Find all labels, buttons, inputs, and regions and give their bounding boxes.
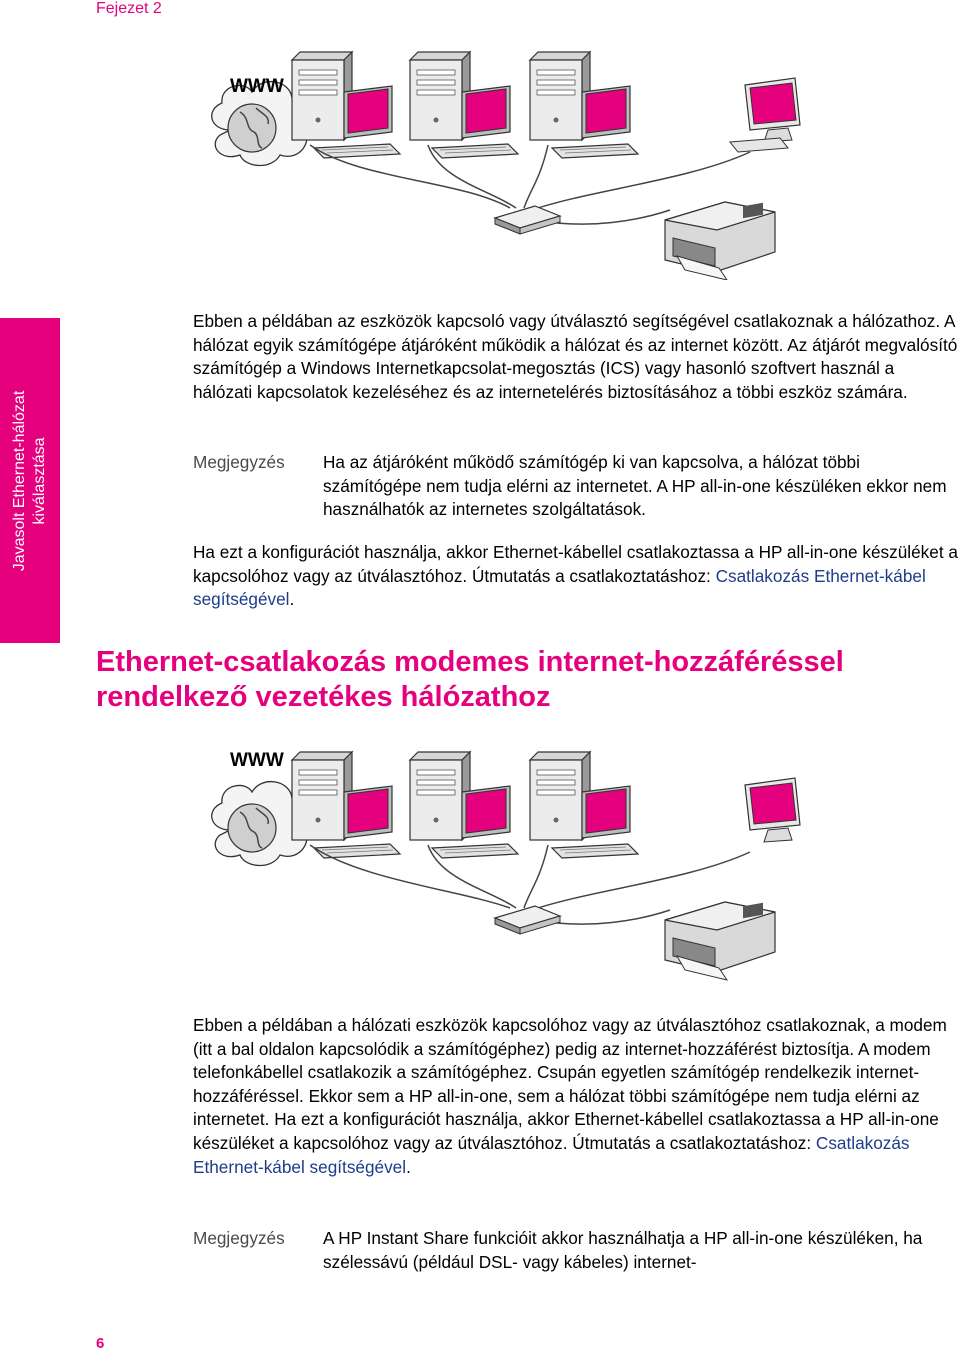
paragraph-text: Ha ezt a konfigurációt használja, akkor Ethernet-kábellel csatlakoztassa a HP all-in-one készüléket a kapcsolóhoz vagy az útválasztóhoz. Útmutatás a csatlakoztatáshoz: (193, 542, 958, 586)
ethernet-cable-link[interactable]: Csatlakozás Ethernet-kábel segítségével (193, 1132, 910, 1177)
computer-icon (530, 752, 638, 858)
computer-icon (292, 52, 400, 158)
page-number: 6 (96, 1335, 105, 1352)
switch-icon (495, 206, 560, 234)
computer-icon (292, 752, 400, 858)
imac-icon (730, 78, 800, 152)
section2-heading: Ethernet-csatlakozás modemes internet-hozzáféréssel rendelkező vezetékes hálózathoz (96, 646, 844, 713)
www-label: WWW (230, 750, 284, 771)
side-tab-line1: Javasolt Ethernet-hálózat (11, 390, 28, 571)
imac-icon (745, 778, 800, 842)
chapter-header: Fejezet 2 (96, 0, 162, 17)
note-label: Megjegyzés (193, 1228, 285, 1248)
paragraph-text: Ebben a példában a hálózati eszközök kapcsolóhoz vagy az útválasztóhoz csatlakoznak, a modem (itt a bal oldalon kapcsolódik a számítógéphez) pedig az internet-hozzáférést biztosítja. A modem telefonkábellel csatlakozik a számítógéphez. Csupán egyetlen számítógép rendelkezik internet-hozzáféréssel. Ekkor sem a HP all-in-one, sem a hálózat többi számítógépe nem tudja elérni az internetet. Ha ezt a konfigurációt használja, akkor Ethernet-kábellel csatlakoztassa a HP all-in-one készüléket a kapcsolóhoz vagy az útválasztóhoz. Útmutatás a csatlakoztatáshoz: (193, 1015, 947, 1153)
paragraph-end: . (289, 589, 295, 610)
ethernet-cable-link[interactable]: Csatlakozás Ethernet-kábel segítségével (193, 565, 926, 610)
switch-icon (495, 906, 560, 934)
note-text: Ha az átjáróként működő számítógép ki van kapcsolva, a hálózat többi számítógépe nem tudja elérni az internetet. A HP all-in-one készüléken ekkor nem használhatók az internetes szolgáltatások. (323, 452, 947, 520)
printer-icon (665, 902, 775, 980)
side-tab-text (10, 390, 50, 571)
section1-paragraph: Ebben a példában az eszközök kapcsoló vagy útválasztó segítségével csatlakoznak a hálózathoz. A hálózat egyik számítógépe átjáróként működik a hálózat és az internet között. Az átjárót megvalósító számítógép a Windows Internetkapcsolat-megosztás (ICS) vagy hasonló szoftvert használ a hálózati kapcsolatok kezeléséhez és az internetelérés biztosításához a többi eszköz számára. (193, 311, 958, 402)
network-diagram-1 (190, 30, 830, 280)
printer-icon (665, 202, 775, 280)
section2-paragraph (193, 1014, 958, 1179)
www-label: WWW (230, 76, 284, 97)
section1-paragraph-2 (193, 541, 958, 612)
side-tab (0, 318, 60, 643)
note-label: Megjegyzés (193, 452, 285, 472)
note-text: A HP Instant Share funkcióit akkor használhatja a HP all-in-one készüléken, ha szélessávú (például DSL- vagy kábeles) internet- (323, 1228, 923, 1272)
side-tab-line2: kiválasztása (31, 436, 48, 525)
computer-icon (530, 52, 638, 158)
computer-icon (410, 52, 518, 158)
paragraph-end: . (406, 1156, 411, 1177)
network-diagram-2 (190, 740, 830, 990)
computer-icon (410, 752, 518, 858)
